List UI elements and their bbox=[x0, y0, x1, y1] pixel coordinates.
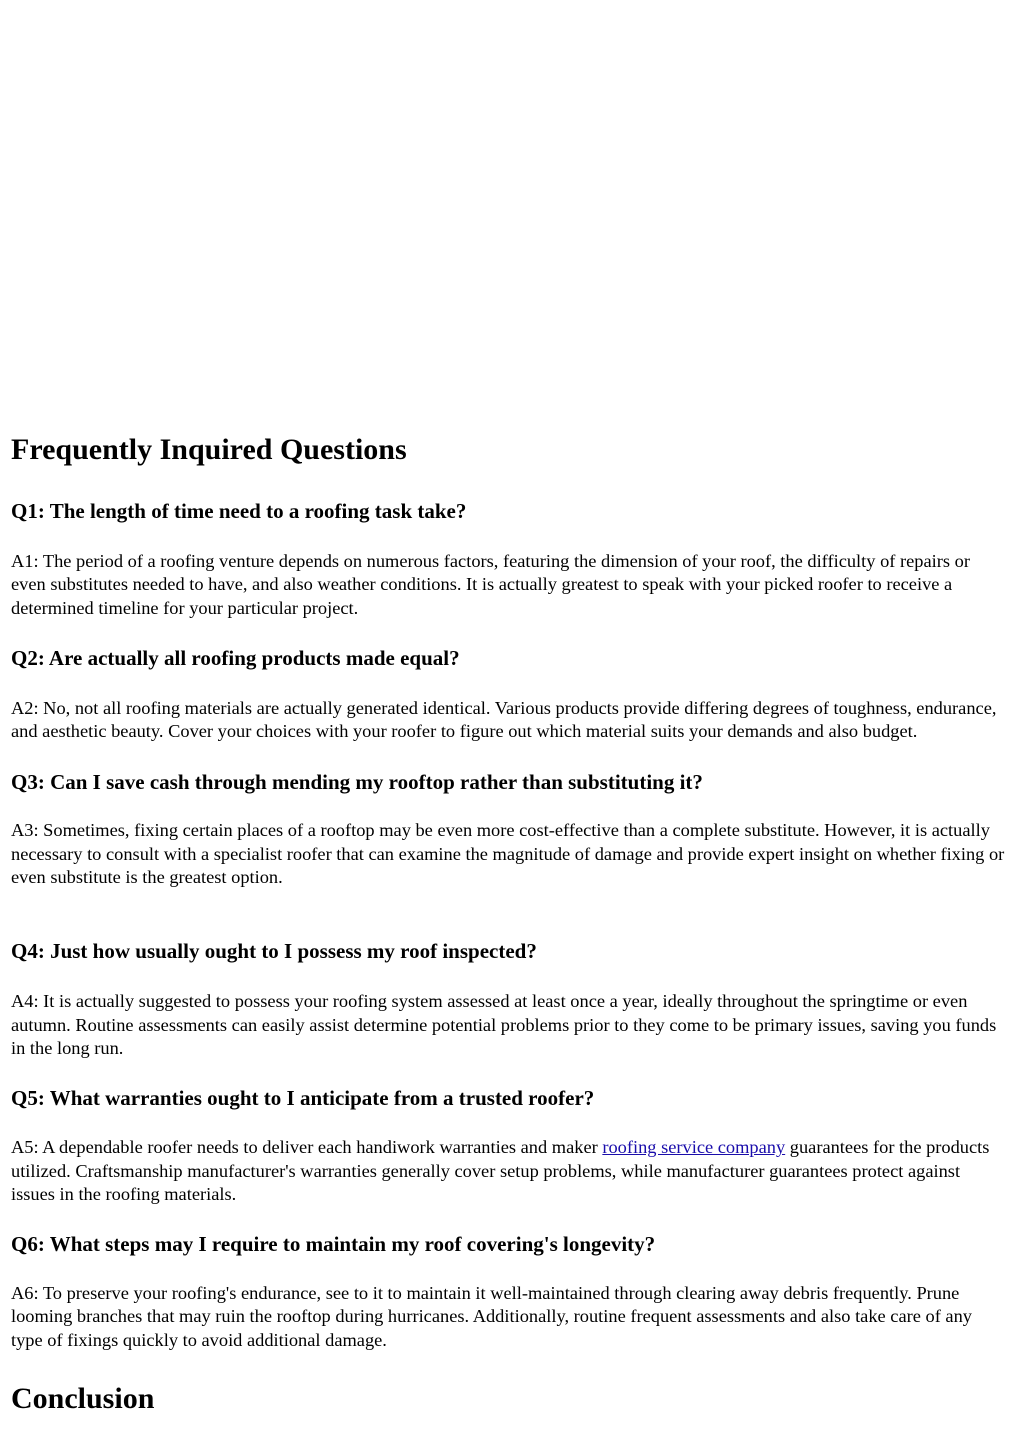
blank-top-area bbox=[11, 0, 1007, 432]
roofing-service-company-link[interactable]: roofing service company bbox=[602, 1137, 786, 1158]
faq-answer-1: A1: The period of a roofing venture depends on numerous factors, featuring the dimension of your roof, the difficulty of repairs or even substitutes needed to have, and also weather conditions. It is actually greatest to speak with your picked roofer to receive a determined timeline for your particular project. bbox=[11, 551, 970, 618]
conclusion-heading: Conclusion bbox=[11, 1382, 155, 1416]
document-page bbox=[11, 0, 1007, 1417]
faq-question-3: Q3: Can I save cash through mending my rooftop rather than substituting it? bbox=[11, 770, 703, 795]
faq-heading: Frequently Inquired Questions bbox=[11, 433, 407, 466]
faq-answer-5-text-before-link: A5: A dependable roofer needs to deliver each handiwork warranties and maker bbox=[11, 1137, 603, 1158]
faq-question-6: Q6: What steps may I require to maintain my roof covering's longevity? bbox=[11, 1232, 656, 1257]
faq-answer-3: A3: Sometimes, fixing certain places of a rooftop may be even more cost-effective than a complete substitute. However, it is actually necessary to consult with a specialist roofer that can examine the magnitude of damage and provide expert insight on whether fixing or even substitute is the greatest option. bbox=[11, 820, 1005, 888]
faq-question-1: Q1: The length of time need to a roofing task take? bbox=[11, 499, 467, 523]
faq-answer-5 bbox=[11, 1136, 1007, 1206]
faq-question-5: Q5: What warranties ought to I anticipate from a trusted roofer? bbox=[11, 1086, 595, 1111]
faq-answer-6: A6: To preserve your roofing's endurance, see to it to maintain it well-maintained through clearing away debris frequently. Prune looming branches that may ruin the rooftop during hurricanes. Additionally, routine frequent assessments and also take care of any type of fixings quickly to avoid additional damage. bbox=[11, 1283, 972, 1350]
faq-question-2: Q2: Are actually all roofing products made equal? bbox=[11, 645, 460, 670]
faq-answer-5-text-after-link: guarantees for the products utilized. Craftsmanship manufacturer's warranties generally cover setup problems, while manufacturer guarantees protect against issues in the roofing materials. bbox=[11, 1137, 990, 1204]
faq-answer-2: A2: No, not all roofing materials are actually generated identical. Various products provide differing degrees of toughness, endurance, and aesthetic beauty. Cover your choices with your roofer to figure out which material suits your demands and also budget. bbox=[11, 697, 997, 742]
faq-question-4: Q4: Just how usually ought to I possess my roof inspected? bbox=[11, 939, 537, 964]
faq-answer-4: A4: It is actually suggested to possess your roofing system assessed at least once a year, ideally throughout the springtime or even autumn. Routine assessments can easily assist determine potential problems prior to they come to be primary issues, saving you funds in the long run. bbox=[11, 991, 997, 1058]
